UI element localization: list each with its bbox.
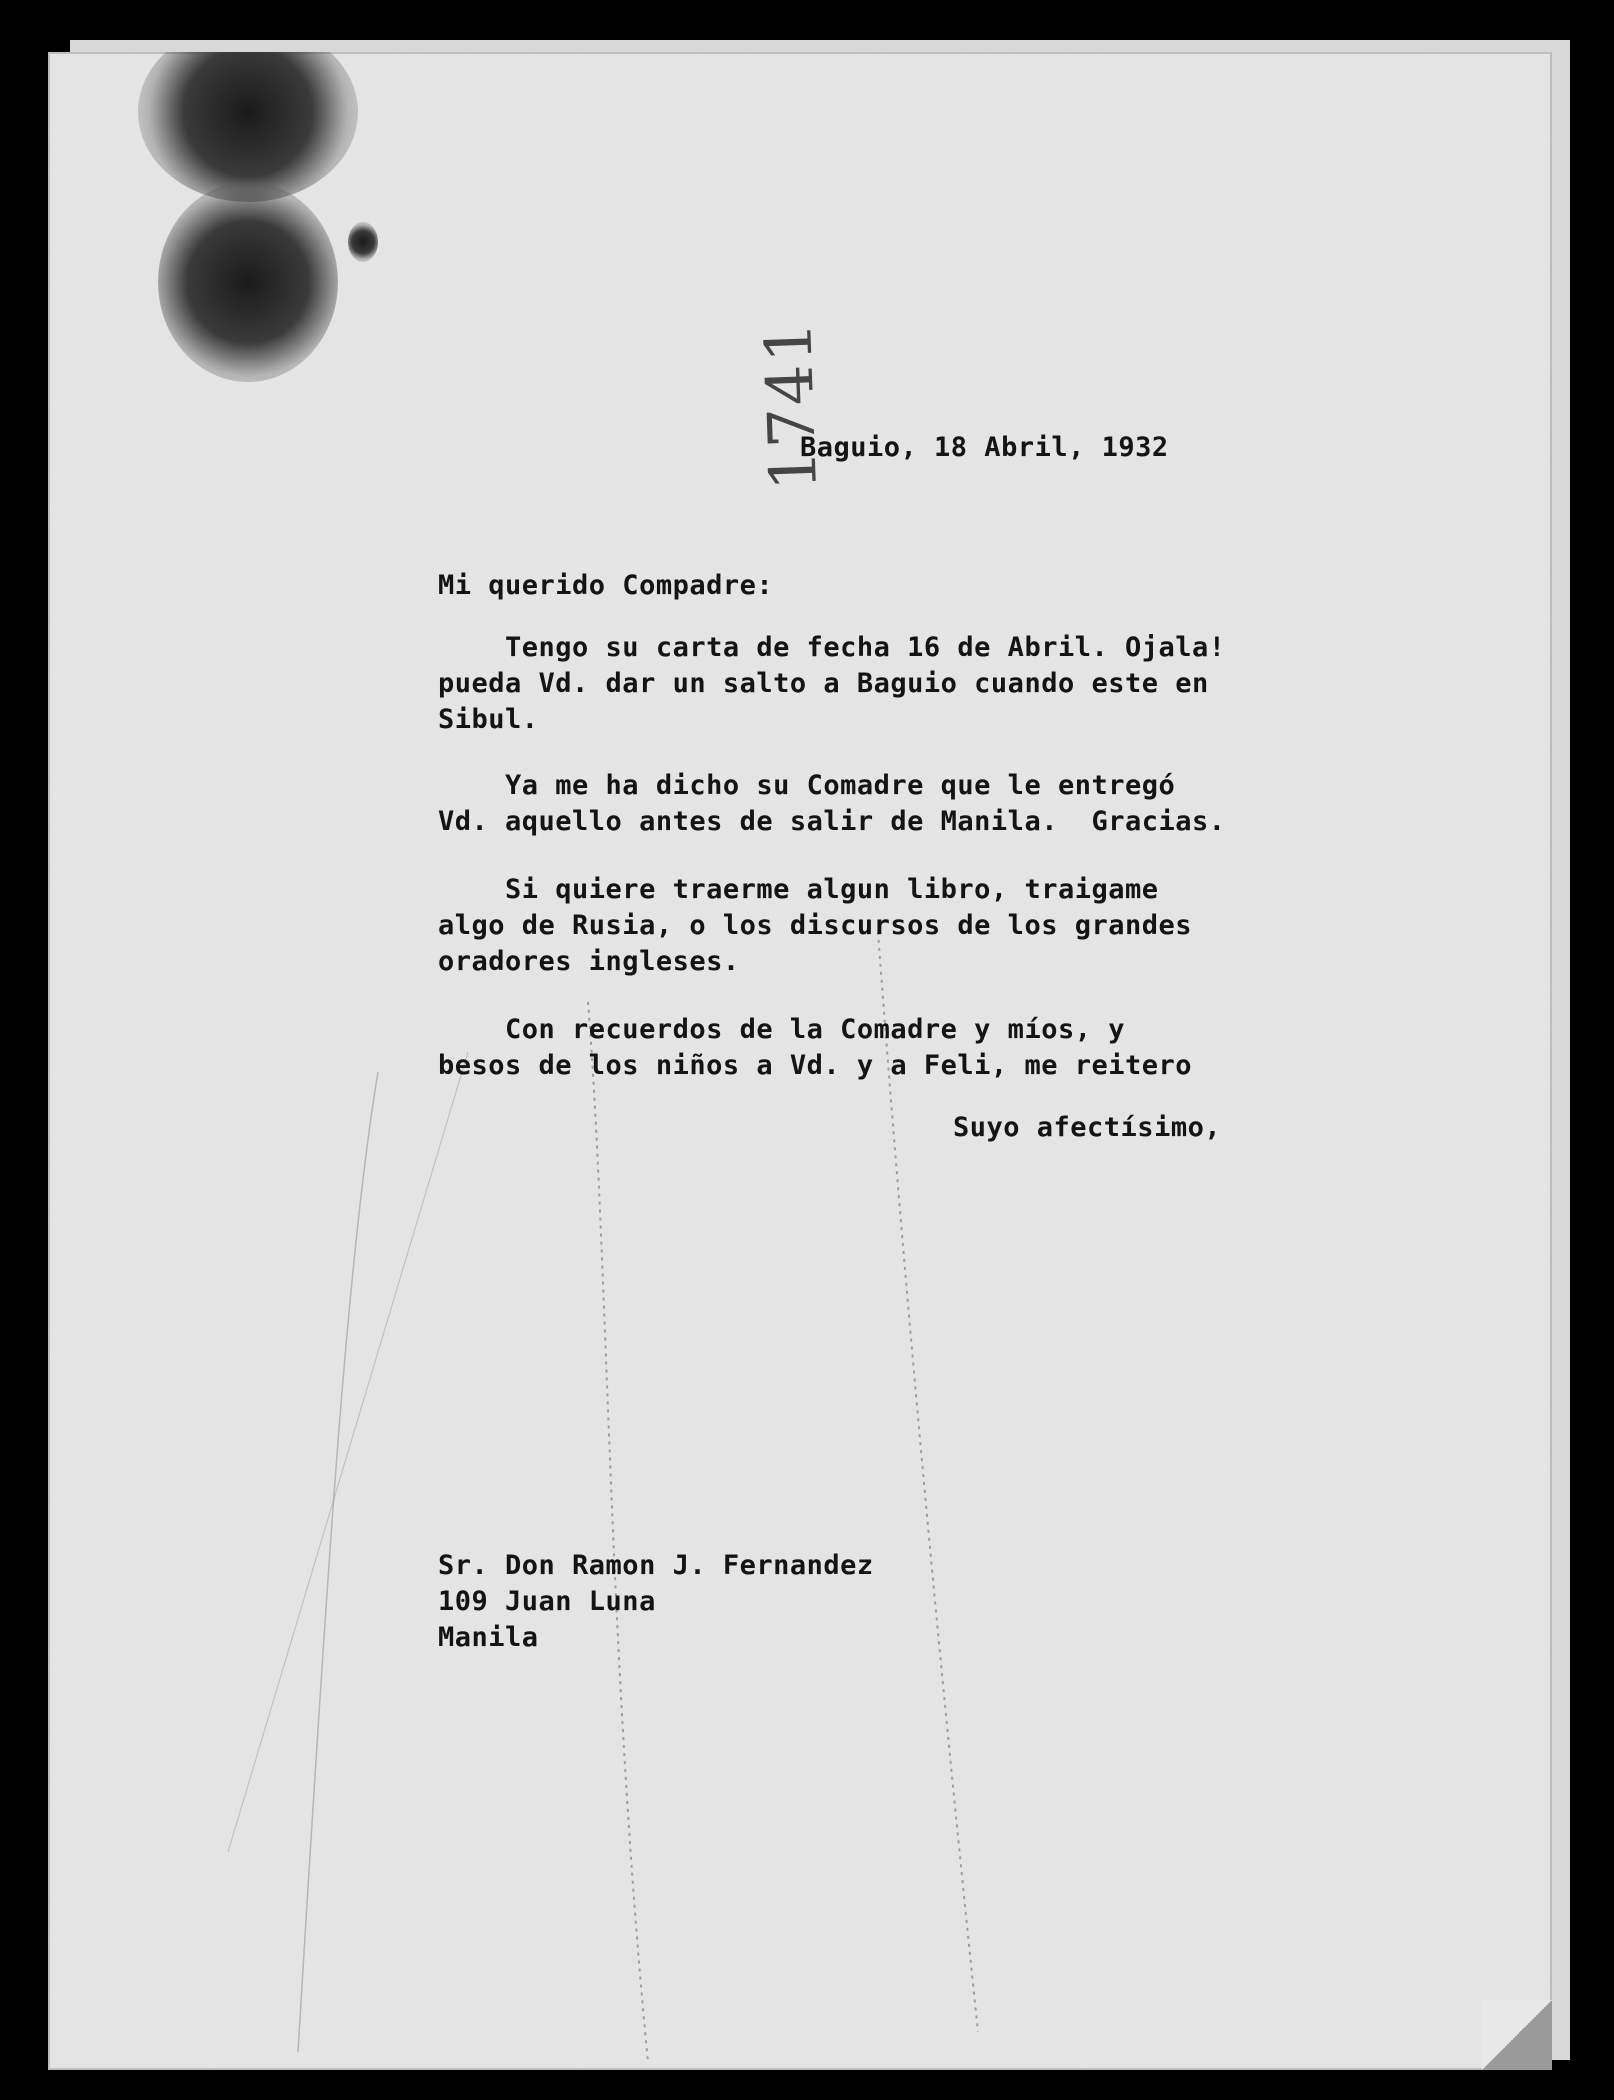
paragraph-1-line-1: Tengo su carta de fecha 16 de Abril. Ojala! [438, 632, 1226, 663]
address-line-2: 109 Juan Luna [438, 1586, 656, 1617]
dateline: Baguio, 18 Abril, 1932 [800, 432, 1169, 463]
salutation: Mi querido Compadre: [438, 570, 774, 601]
paragraph-2-line-2: Vd. aquello antes de salir de Manila. Gracias. [438, 806, 1226, 837]
paragraph-4-line-1: Con recuerdos de la Comadre y míos, y [438, 1014, 1125, 1045]
closing: Suyo afectísimo, [953, 1112, 1222, 1143]
address-line-3: Manila [438, 1622, 539, 1653]
paragraph-2-line-1: Ya me ha dicho su Comadre que le entregó [438, 770, 1176, 801]
ink-stain [158, 182, 338, 382]
folded-corner [1482, 2000, 1552, 2070]
paragraph-1-line-3: Sibul. [438, 704, 539, 735]
address-line-1: Sr. Don Ramon J. Fernandez [438, 1550, 874, 1581]
ink-stain [348, 222, 378, 262]
paragraph-4-line-2: besos de los niños a Vd. y a Feli, me reitero [438, 1050, 1192, 1081]
letter-page [48, 52, 1552, 2070]
paragraph-3-line-2: algo de Rusia, o los discursos de los grandes [438, 910, 1192, 941]
paragraph-3-line-3: oradores ingleses. [438, 946, 740, 977]
paragraph-3-line-1: Si quiere traerme algun libro, traigame [438, 874, 1159, 905]
handwritten-file-number: 1741 [752, 318, 832, 492]
paragraph-1-line-2: pueda Vd. dar un salto a Baguio cuando este en [438, 668, 1209, 699]
